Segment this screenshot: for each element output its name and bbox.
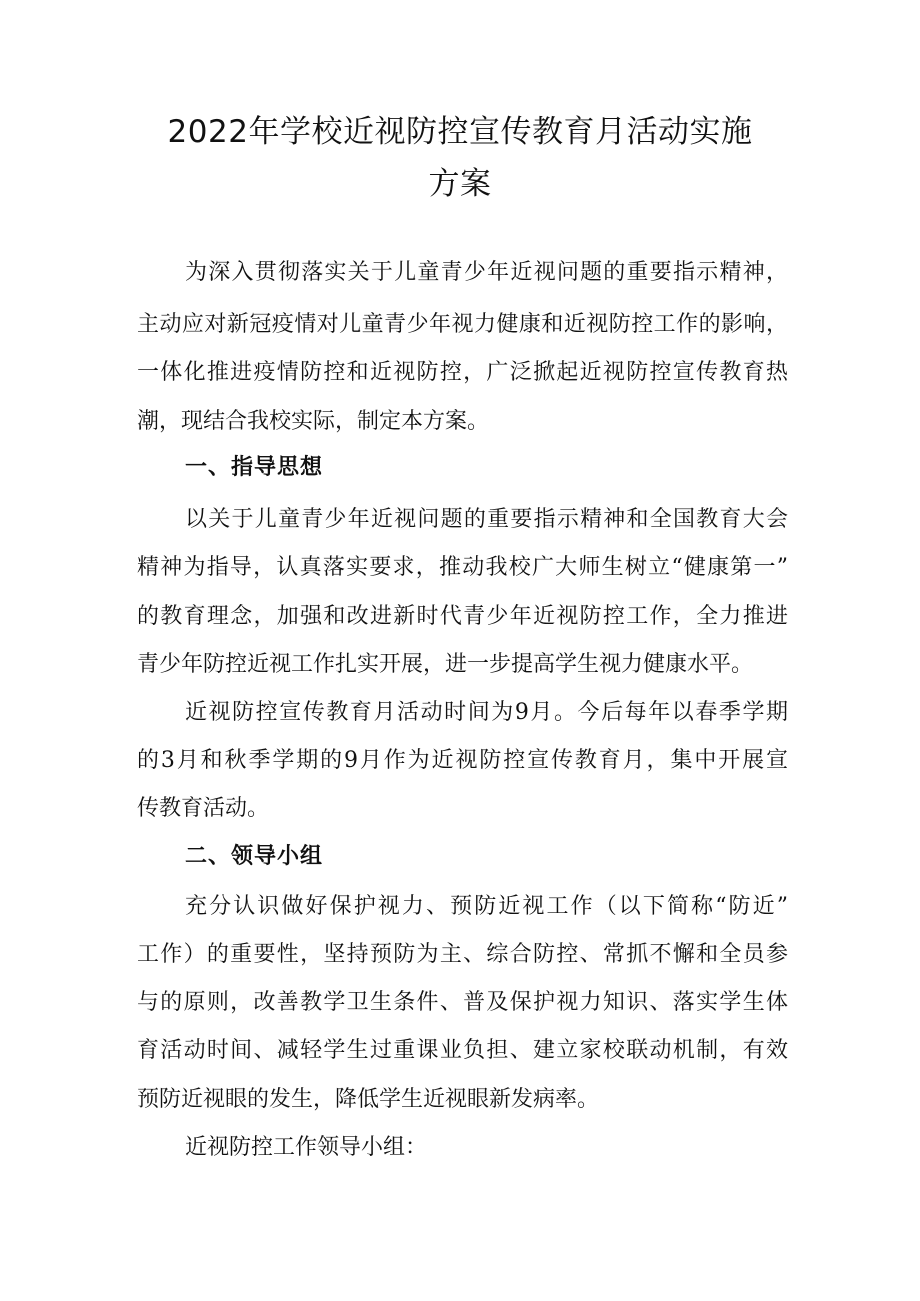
paragraph-line: 与的原则，改善教学卫生条件、普及保护视力知识、落实学生体 — [137, 990, 788, 1015]
paragraph-line: 工作）的重要性，坚持预防为主、综合防控、常抓不懈和全员参 — [137, 942, 788, 967]
document-title-line-1: 2022年学校近视防控宣传教育月活动实施 — [167, 114, 753, 150]
paragraph-line: 精神为指导，认真落实要求，推动我校广大师生树立“健康第一” — [137, 555, 788, 580]
paragraph-line: 的3月和秋季学期的9月作为近视防控宣传教育月，集中开展宣 — [137, 748, 788, 773]
paragraph-line: 育活动时间、减轻学生过重课业负担、建立家校联动机制，有效 — [137, 1038, 788, 1063]
section-heading-guiding-thought: 一、指导思想 — [185, 455, 324, 480]
paragraph-line: 充分认识做好保护视力、预防近视工作（以下简称“防近” — [185, 894, 788, 919]
paragraph-line: 青少年防控近视工作扎实开展，进一步提高学生视力健康水平。 — [137, 652, 754, 677]
intro-line: 主动应对新冠疫情对儿童青少年视力健康和近视防控工作的影响， — [137, 312, 788, 337]
intro-line: 为深入贯彻落实关于儿童青少年近视问题的重要指示精神， — [185, 260, 788, 285]
paragraph-line: 近视防控宣传教育月活动时间为9月。今后每年以春季学期 — [185, 700, 788, 725]
intro-line: 一体化推进疫情防控和近视防控，广泛掀起近视防控宣传教育热 — [137, 360, 788, 385]
intro-line: 潮，现结合我校实际，制定本方案。 — [137, 409, 490, 434]
document-title-line-2: 方案 — [428, 166, 492, 202]
paragraph-line: 的教育理念，加强和改进新时代青少年近视防控工作，全力推进 — [137, 604, 788, 629]
paragraph-line: 预防近视眼的发生，降低学生近视眼新发病率。 — [137, 1087, 600, 1112]
section-heading-leadership-group: 二、领导小组 — [185, 844, 324, 869]
paragraph-line: 以关于儿童青少年近视问题的重要指示精神和全国教育大会 — [185, 507, 788, 532]
paragraph-line: 传教育活动。 — [137, 796, 270, 821]
paragraph-line: 近视防控工作领导小组： — [185, 1135, 428, 1160]
